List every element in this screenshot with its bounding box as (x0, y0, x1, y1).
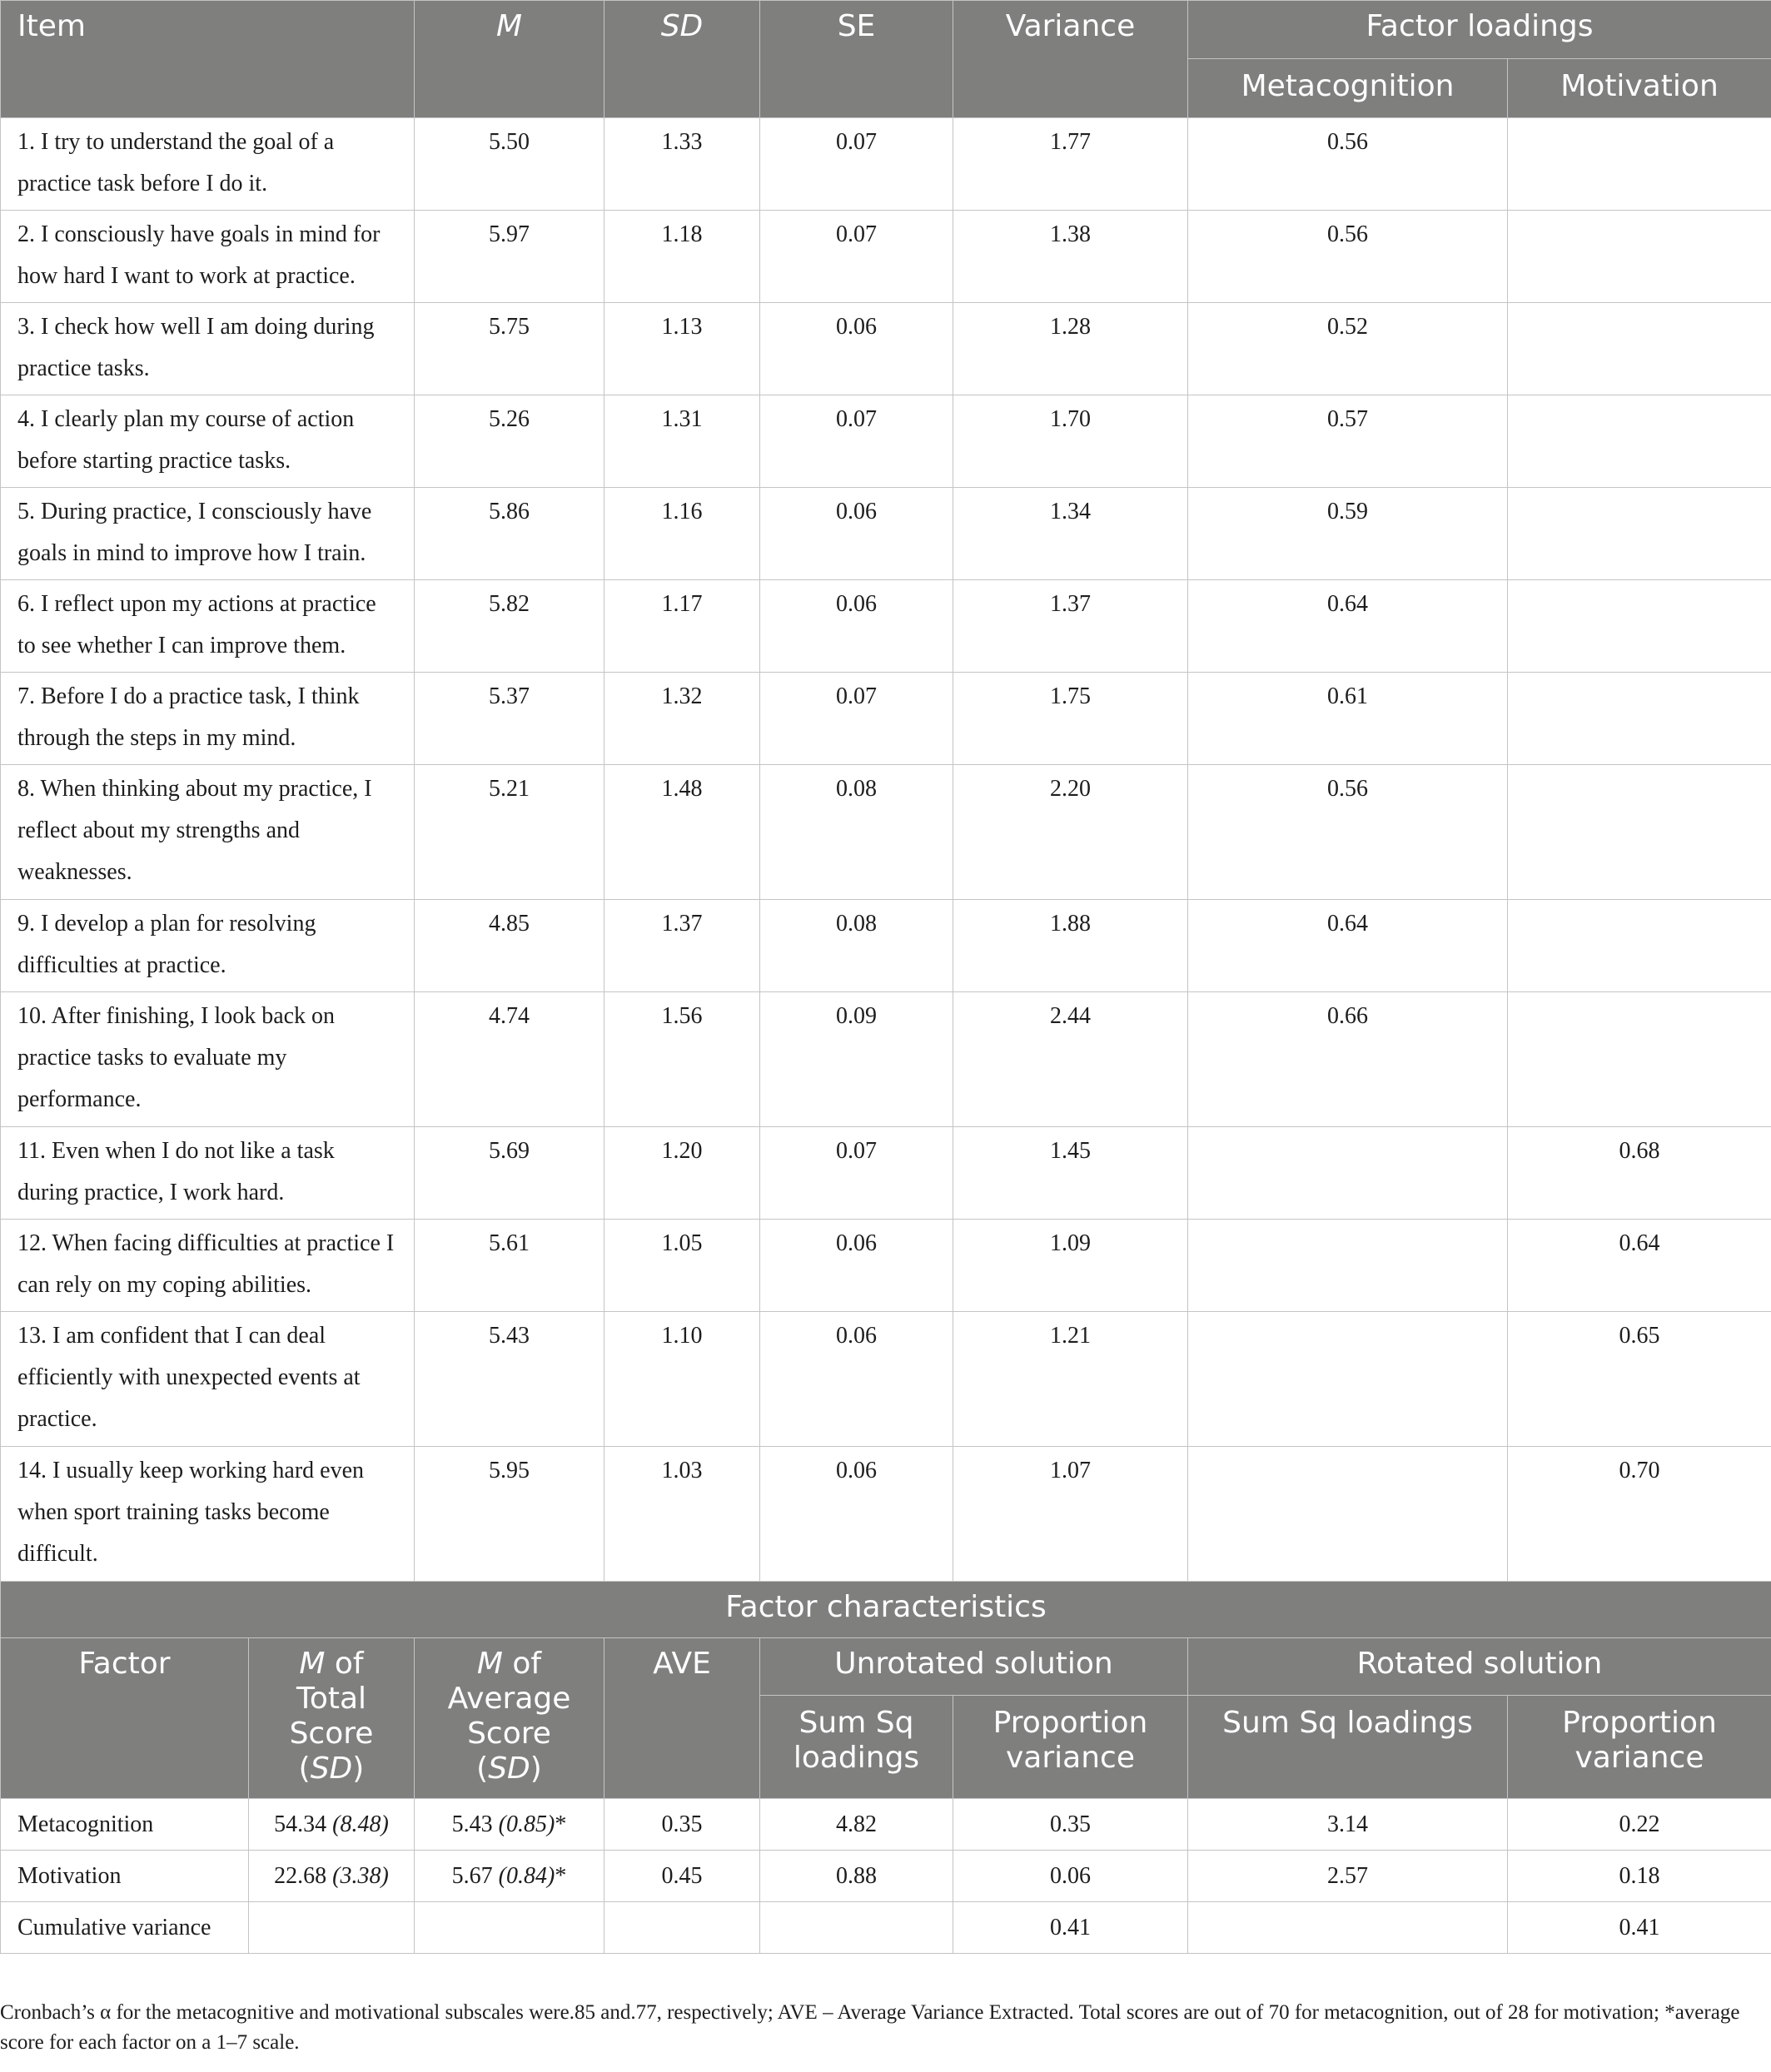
col-header-metacognition: Metacognition (1188, 59, 1508, 118)
cumulative-unrotated-propvar: 0.41 (953, 1902, 1188, 1954)
col-header-unrotated: Unrotated solution (760, 1638, 1188, 1696)
variance-value: 1.21 (953, 1312, 1188, 1447)
total-sd: (3.38) (332, 1862, 389, 1889)
factor-name: Motivation (1, 1851, 249, 1902)
motivation-loading (1508, 580, 1771, 673)
ave-value: 0.45 (604, 1851, 760, 1902)
se-value: 0.06 (760, 1312, 953, 1447)
metacognition-loading: 0.59 (1188, 488, 1508, 580)
mean-value: 5.26 (415, 395, 604, 488)
table-row (1, 118, 1771, 211)
motivation-loading (1508, 488, 1771, 580)
average-score-cell (415, 1799, 604, 1851)
cell-empty (415, 1902, 604, 1954)
sd-value: 1.31 (604, 395, 760, 488)
sd-value: 1.05 (604, 1220, 760, 1312)
factor-name: Metacognition (1, 1799, 249, 1851)
col-header-sd: SD (604, 1, 760, 118)
col-header-item: Item (1, 1, 415, 118)
unrotated-propvar: 0.35 (953, 1799, 1188, 1851)
col-header-rotated-sumsq: Sum Sq loadings (1188, 1696, 1508, 1799)
item-text: 11. Even when I do not like a task during practice, I work hard. (1, 1127, 415, 1220)
motivation-loading: 0.68 (1508, 1127, 1771, 1220)
table-row (1, 395, 1771, 488)
table-row (1, 765, 1771, 900)
sd-value: 1.13 (604, 303, 760, 395)
m-total-m: M (299, 1647, 326, 1681)
m-total-close: ) (352, 1752, 365, 1786)
table-row (1, 211, 1771, 303)
se-value: 0.06 (760, 303, 953, 395)
variance-value: 1.28 (953, 303, 1188, 395)
se-value: 0.07 (760, 1127, 953, 1220)
unrotated-propvar: 0.06 (953, 1851, 1188, 1902)
motivation-loading (1508, 118, 1771, 211)
total-mean: 54.34 (274, 1811, 327, 1837)
metacognition-loading: 0.64 (1188, 580, 1508, 673)
motivation-loading (1508, 765, 1771, 900)
mean-value: 5.61 (415, 1220, 604, 1312)
item-text: 14. I usually keep working hard even when sport training tasks become difficult. (1, 1447, 415, 1582)
se-value: 0.06 (760, 1447, 953, 1582)
metacognition-loading: 0.61 (1188, 673, 1508, 765)
factor-row (1, 1799, 1771, 1851)
variance-value: 1.77 (953, 118, 1188, 211)
sd-value: 1.56 (604, 992, 760, 1127)
total-score-cell (249, 1799, 415, 1851)
col-header-m: M (415, 1, 604, 118)
average-footnote-mark: * (555, 1811, 567, 1837)
col-header-m-total (249, 1638, 415, 1799)
factor-row (1, 1851, 1771, 1902)
item-text: 4. I clearly plan my course of action before starting practice tasks. (1, 395, 415, 488)
se-value: 0.07 (760, 211, 953, 303)
motivation-loading (1508, 992, 1771, 1127)
col-header-se: SE (760, 1, 953, 118)
se-value: 0.07 (760, 673, 953, 765)
col-header-rotated-propvar: Proportion variance (1508, 1696, 1771, 1799)
motivation-loading (1508, 211, 1771, 303)
average-score-cell (415, 1851, 604, 1902)
m-avg-close: ) (530, 1752, 542, 1786)
average-mean: 5.67 (451, 1862, 493, 1889)
variance-value: 1.09 (953, 1220, 1188, 1312)
cell-empty (760, 1902, 953, 1954)
metacognition-loading: 0.64 (1188, 900, 1508, 992)
se-value: 0.07 (760, 118, 953, 211)
metacognition-loading: 0.56 (1188, 211, 1508, 303)
table-row (1, 580, 1771, 673)
se-value: 0.07 (760, 395, 953, 488)
mean-value: 5.37 (415, 673, 604, 765)
average-footnote-mark: * (555, 1862, 567, 1889)
factor-characteristics-table (0, 1637, 1771, 1954)
item-text: 5. During practice, I consciously have goals in mind to improve how I train. (1, 488, 415, 580)
col-header-rotated: Rotated solution (1188, 1638, 1771, 1696)
mean-value: 5.50 (415, 118, 604, 211)
rotated-propvar: 0.18 (1508, 1851, 1771, 1902)
m-avg-m: M (476, 1647, 503, 1681)
item-text: 1. I try to understand the goal of a practice task before I do it. (1, 118, 415, 211)
sd-value: 1.18 (604, 211, 760, 303)
cell-empty (1188, 1902, 1508, 1954)
mean-value: 5.95 (415, 1447, 604, 1582)
sd-value: 1.16 (604, 488, 760, 580)
table-row (1, 488, 1771, 580)
motivation-loading (1508, 303, 1771, 395)
item-text: 6. I reflect upon my actions at practice to see whether I can improve them. (1, 580, 415, 673)
metacognition-loading (1188, 1447, 1508, 1582)
col-header-factor-loadings: Factor loadings (1188, 1, 1771, 59)
mean-value: 5.75 (415, 303, 604, 395)
sd-value: 1.48 (604, 765, 760, 900)
table-row (1, 1220, 1771, 1312)
variance-value: 1.38 (953, 211, 1188, 303)
item-text: 7. Before I do a practice task, I think through the steps in my mind. (1, 673, 415, 765)
cell-empty (249, 1902, 415, 1954)
mean-value: 5.69 (415, 1127, 604, 1220)
variance-value: 1.07 (953, 1447, 1188, 1582)
metacognition-loading: 0.56 (1188, 118, 1508, 211)
average-sd: (0.85) (498, 1811, 555, 1837)
total-sd: (8.48) (332, 1811, 389, 1837)
variance-value: 1.70 (953, 395, 1188, 488)
variance-value: 1.34 (953, 488, 1188, 580)
average-mean: 5.43 (451, 1811, 493, 1837)
variance-value: 1.75 (953, 673, 1188, 765)
cumulative-variance-row (1, 1902, 1771, 1954)
motivation-loading: 0.70 (1508, 1447, 1771, 1582)
metacognition-loading: 0.57 (1188, 395, 1508, 488)
m-avg-sd: SD (488, 1752, 530, 1786)
variance-value: 1.45 (953, 1127, 1188, 1220)
item-text: 9. I develop a plan for resolving difficulties at practice. (1, 900, 415, 992)
se-value: 0.09 (760, 992, 953, 1127)
mean-value: 5.86 (415, 488, 604, 580)
mean-value: 4.85 (415, 900, 604, 992)
item-text: 8. When thinking about my practice, I reflect about my strengths and weaknesses. (1, 765, 415, 900)
factor-characteristics-title: Factor characteristics (1, 1582, 1771, 1640)
metacognition-loading (1188, 1220, 1508, 1312)
table-row (1, 992, 1771, 1127)
col-header-unrotated-propvar: Proportion variance (953, 1696, 1188, 1799)
mean-value: 4.74 (415, 992, 604, 1127)
table-row (1, 900, 1771, 992)
table-row (1, 673, 1771, 765)
sd-value: 1.17 (604, 580, 760, 673)
rotated-propvar: 0.22 (1508, 1799, 1771, 1851)
factor-rows (1, 1799, 1771, 1902)
se-value: 0.06 (760, 580, 953, 673)
ave-value: 0.35 (604, 1799, 760, 1851)
table-row (1, 303, 1771, 395)
total-mean: 22.68 (274, 1862, 327, 1889)
metacognition-loading (1188, 1312, 1508, 1447)
se-value: 0.08 (760, 900, 953, 992)
col-header-variance: Variance (953, 1, 1188, 118)
motivation-loading (1508, 673, 1771, 765)
sd-value: 1.37 (604, 900, 760, 992)
cumulative-label: Cumulative variance (1, 1902, 249, 1954)
unrotated-sumsq: 4.82 (760, 1799, 953, 1851)
item-text: 3. I check how well I am doing during practice tasks. (1, 303, 415, 395)
mean-value: 5.21 (415, 765, 604, 900)
metacognition-loading (1188, 1127, 1508, 1220)
cell-empty (604, 1902, 760, 1954)
rotated-sumsq: 2.57 (1188, 1851, 1508, 1902)
sd-value: 1.20 (604, 1127, 760, 1220)
variance-value: 1.37 (953, 580, 1188, 673)
motivation-loading: 0.64 (1508, 1220, 1771, 1312)
item-text: 12. When facing difficulties at practice I can rely on my coping abilities. (1, 1220, 415, 1312)
variance-value: 1.88 (953, 900, 1188, 992)
m-avg-text: of Average Score ( (447, 1647, 571, 1786)
item-text: 13. I am confident that I can deal efficiently with unexpected events at practice. (1, 1312, 415, 1447)
motivation-loading (1508, 395, 1771, 488)
metacognition-loading: 0.56 (1188, 765, 1508, 900)
variance-value: 2.20 (953, 765, 1188, 900)
sd-value: 1.33 (604, 118, 760, 211)
item-text: 2. I consciously have goals in mind for how hard I want to work at practice. (1, 211, 415, 303)
m-total-text: of Total Score ( (289, 1647, 374, 1786)
mean-value: 5.82 (415, 580, 604, 673)
motivation-loading: 0.65 (1508, 1312, 1771, 1447)
variance-value: 2.44 (953, 992, 1188, 1127)
table-row (1, 1447, 1771, 1582)
sd-value: 1.32 (604, 673, 760, 765)
col-header-unrotated-sumsq: Sum Sq loadings (760, 1696, 953, 1799)
table-row (1, 1127, 1771, 1220)
table-footnote: Cronbach’s α for the metacognitive and motivational subscales were.85 and.77, respectively; AVE – Average Variance Extracted. Total scores are out of 70 for metacognition, out of 28 for motivation; *average score for each factor on a 1–7 scale. (0, 2001, 1740, 2054)
se-value: 0.06 (760, 1220, 953, 1312)
motivation-loading (1508, 900, 1771, 992)
col-header-factor: Factor (1, 1638, 249, 1799)
col-header-ave: AVE (604, 1638, 760, 1799)
item-rows (1, 118, 1771, 1582)
col-header-m-average (415, 1638, 604, 1799)
table-row (1, 1312, 1771, 1447)
rotated-sumsq: 3.14 (1188, 1799, 1508, 1851)
average-sd: (0.84) (498, 1862, 555, 1889)
cumulative-rotated-propvar: 0.41 (1508, 1902, 1771, 1954)
se-value: 0.06 (760, 488, 953, 580)
mean-value: 5.97 (415, 211, 604, 303)
sd-value: 1.10 (604, 1312, 760, 1447)
sd-value: 1.03 (604, 1447, 760, 1582)
metacognition-loading: 0.66 (1188, 992, 1508, 1127)
metacognition-loading: 0.52 (1188, 303, 1508, 395)
mean-value: 5.43 (415, 1312, 604, 1447)
col-header-motivation: Motivation (1508, 59, 1771, 118)
unrotated-sumsq: 0.88 (760, 1851, 953, 1902)
total-score-cell (249, 1851, 415, 1902)
item-text: 10. After finishing, I look back on practice tasks to evaluate my performance. (1, 992, 415, 1127)
m-total-sd: SD (310, 1752, 353, 1786)
se-value: 0.08 (760, 765, 953, 900)
